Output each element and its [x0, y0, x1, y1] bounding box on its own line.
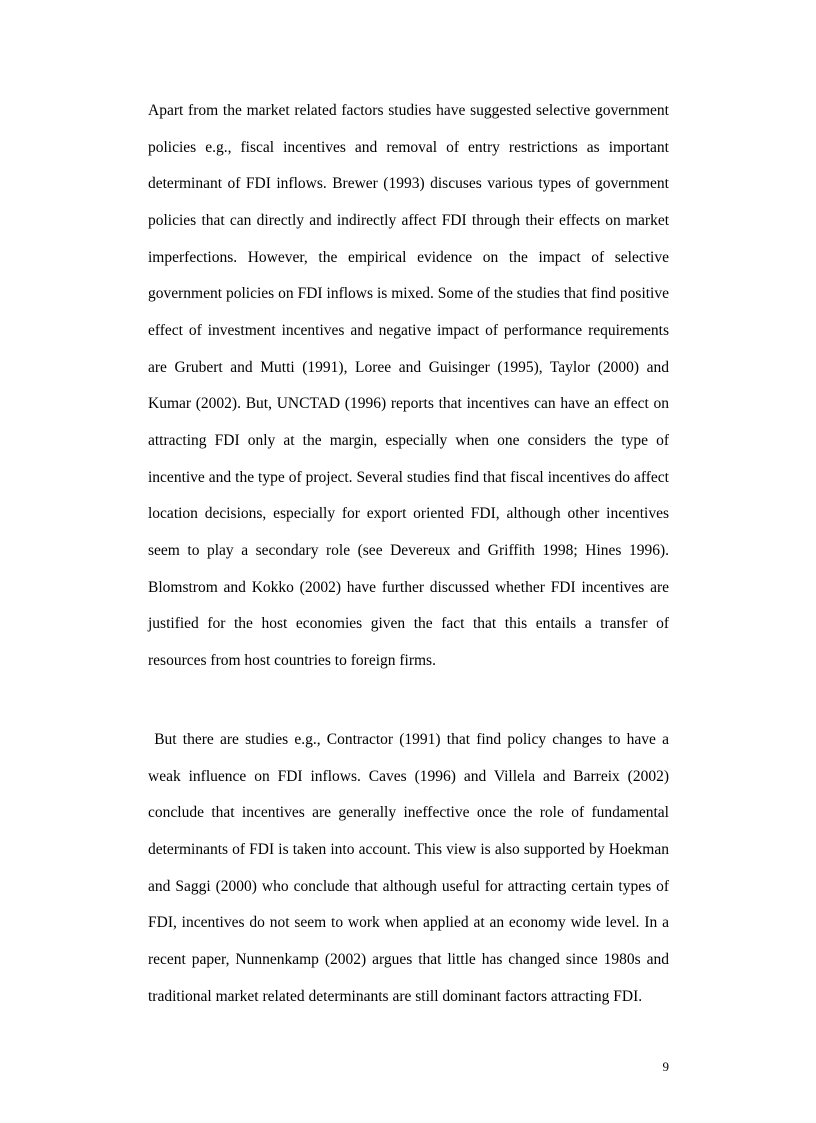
body-paragraph-2-text: But there are studies e.g., Contractor (1991) that find policy changes to have a weak influence on FDI inflows. Caves (1996) and Villela and Barreix (2002) conclude that incentives are generally ineffective once the role of fundamental determinants of FDI is taken into account. This view is also supported by Hoekman and Saggi (2000) who conclude that although useful for attracting certain types of FDI, incentives do not seem to work when applied at an economy wide level. In a recent paper, Nunnenkamp (2002) argues that little has changed since 1980s and traditional market related determinants are still dominant factors attracting FDI.: [148, 731, 670, 1005]
body-paragraph-2: [148, 722, 669, 1015]
page-number: 9: [662, 1059, 669, 1074]
body-paragraph-1: Apart from the market related factors studies have suggested selective government policies e.g., fiscal incentives and removal of entry restrictions as important determinant of FDI inflows. Brewer (1993) discuses various types of government policies that can directly and indirectly affect FDI through their effects on market imperfections. However, the empirical evidence on the impact of selective government policies on FDI inflows is mixed. Some of the studies that find positive effect of investment incentives and negative impact of performance requirements are Grubert and Mutti (1991), Loree and Guisinger (1995), Taylor (2000) and Kumar (2002). But, UNCTAD (1996) reports that incentives can have an effect on attracting FDI only at the margin, especially when one considers the type of incentive and the type of project. Several studies find that fiscal incentives do affect location decisions, especially for export oriented FDI, although other incentives seem to play a secondary role (see Devereux and Griffith 1998; Hines 1996). Blomstrom and Kokko (2002) have further discussed whether FDI incentives are justified for the host economies given the fact that this entails a transfer of resources from host countries to foreign firms.: [148, 102, 669, 669]
